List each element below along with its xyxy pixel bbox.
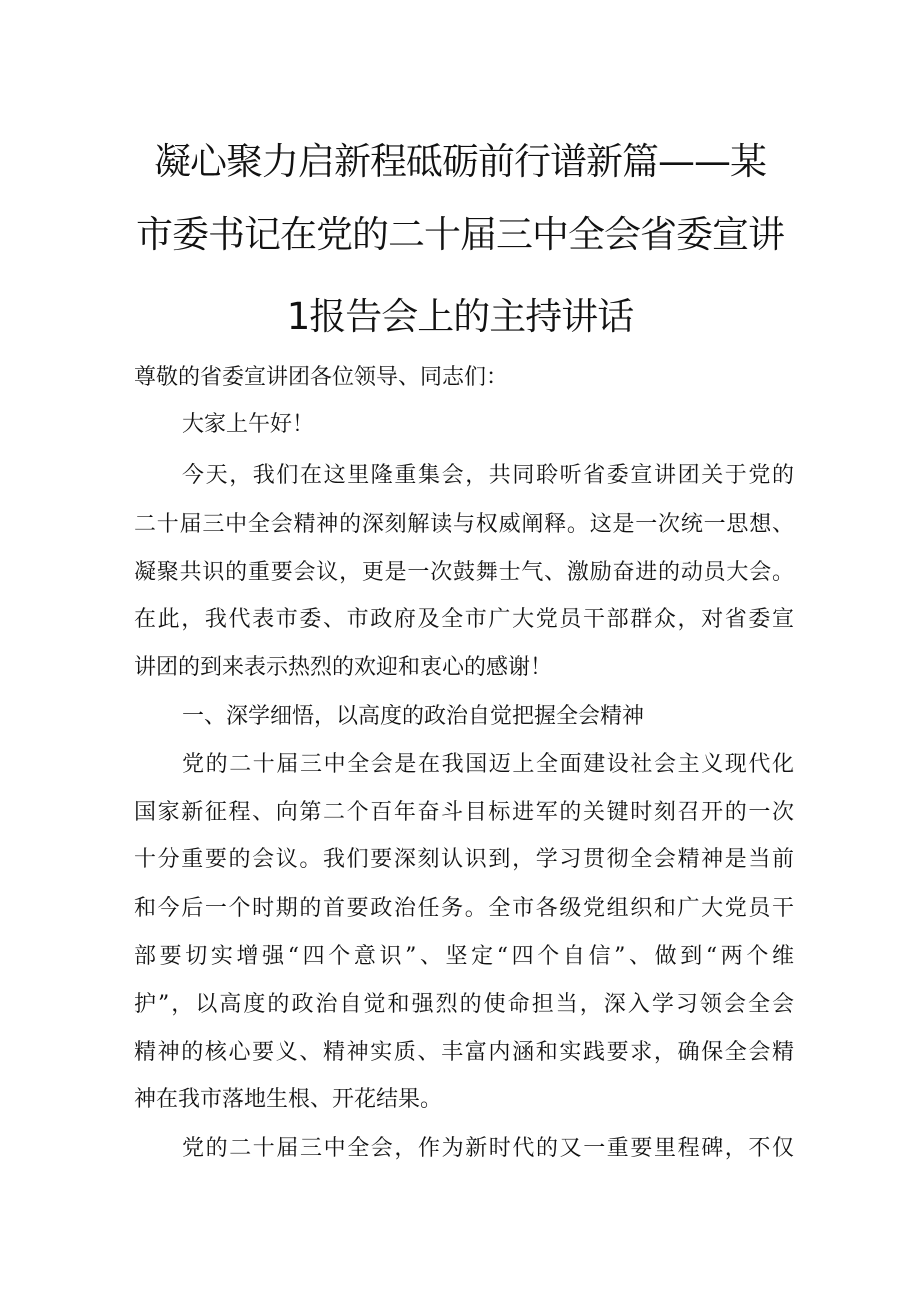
document-title-line-2: 市委书记在党的二十届三中全会省委宣讲 [136,213,784,256]
paragraph-line: 和今后一个时期的首要政治任务。全市各级党组织和广大党员干 [134,896,794,921]
document-title-line-3: 1报告会上的主持讲话 [286,295,634,338]
paragraph-line: 二十届三中全会精神的深刻解读与权威阐释。这是一次统一思想、 [134,512,794,537]
paragraph-line: 在此，我代表市委、市政府及全市广大党员干部群众，对省委宣 [134,607,794,632]
paragraph-line: 党的二十届三中全会，作为新时代的又一重要里程碑，不仅 [182,1136,794,1161]
paragraph-line: 精神的核心要义、精神实质、丰富内涵和实践要求，确保全会精 [134,1040,794,1065]
paragraph-line: 神在我市落地生根、开花结果。 [134,1087,443,1112]
paragraph-line: 今天，我们在这里隆重集会，共同聆听省委宣讲团关于党的 [182,463,794,488]
paragraph-line: 国家新征程、向第二个百年奋斗目标进军的关键时刻召开的一次 [134,800,794,825]
salutation: 尊敬的省委宣讲团各位领导、同志们： [134,365,509,390]
document-title-line-1: 凝心聚力启新程砥砺前行谱新篇——某 [154,140,766,183]
paragraph-line: 凝聚共识的重要会议，更是一次鼓舞士气、激励奋进的动员大会。 [134,560,794,585]
paragraph-line: 部要切实增强“四个意识”、坚定“四个自信”、做到“两个维 [134,944,794,969]
paragraph-line: 党的二十届三中全会是在我国迈上全面建设社会主义现代化 [182,752,794,777]
paragraph-line: 讲团的到来表示热烈的欢迎和衷心的感谢！ [134,655,553,680]
greeting: 大家上午好！ [182,412,315,437]
paragraph-line: 护”，以高度的政治自觉和强烈的使命担当，深入学习领会全会 [134,992,794,1017]
section-heading: 一、深学细悟，以高度的政治自觉把握全会精神 [182,704,645,729]
paragraph-line: 十分重要的会议。我们要深刻认识到，学习贯彻全会精神是当前 [134,847,794,872]
